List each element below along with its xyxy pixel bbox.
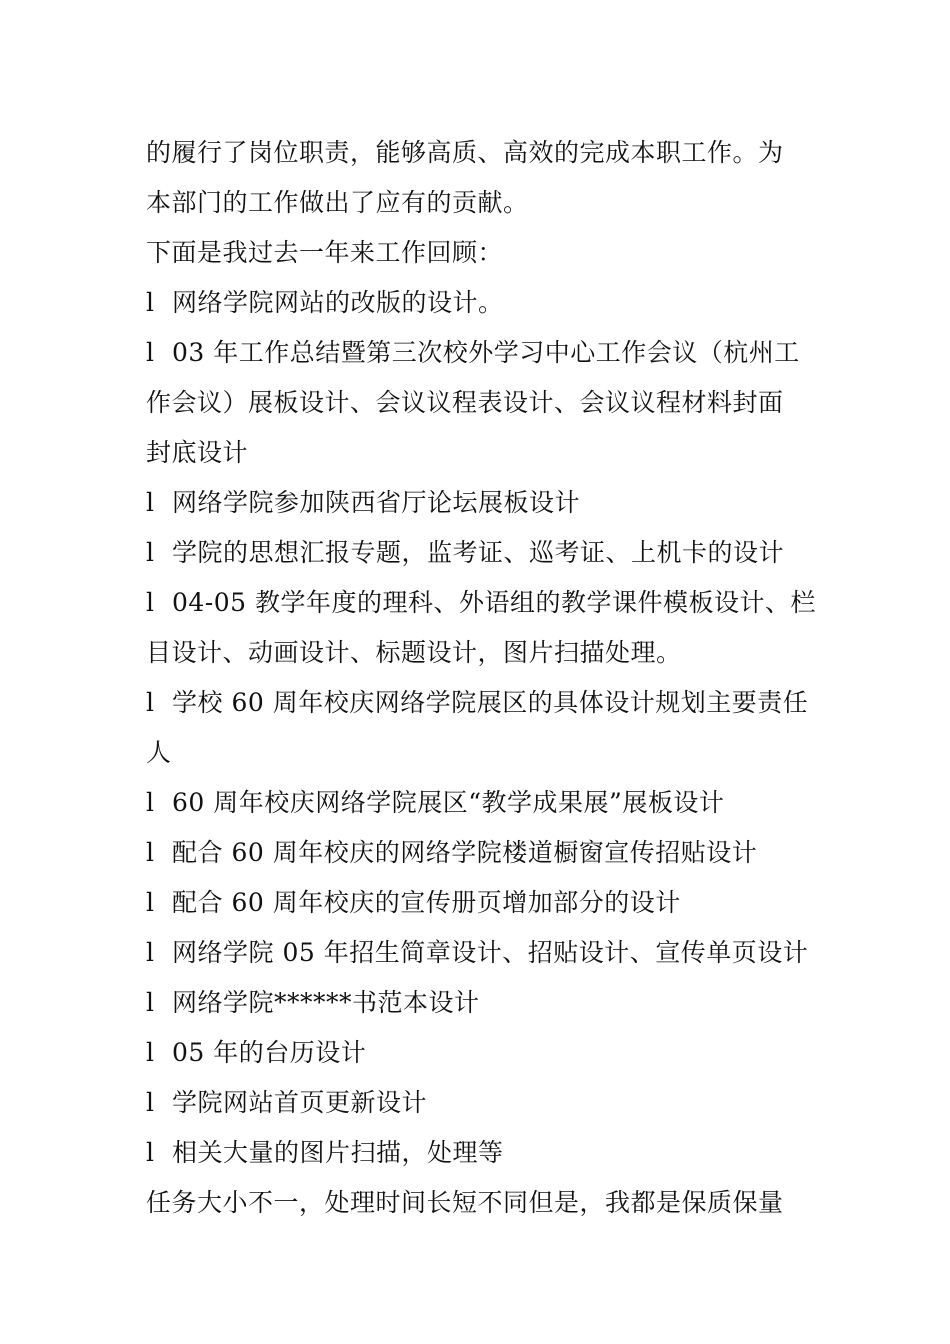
line-text: 相关大量的图片扫描，处理等 [172,1138,504,1167]
list-item [146,678,809,728]
list-item [146,528,806,578]
text-line [146,228,806,278]
line-text: 封底设计 [146,438,249,467]
list-item [146,578,817,628]
text-line [146,1178,806,1228]
line-text: 的履行了岗位职责，能够高质、高效的完成本职工作。为 [146,138,784,167]
document-body [146,128,817,1228]
list-item [146,1028,806,1078]
bullet-marker: l [146,1088,155,1117]
line-text: 网络学院 05 年招生简章设计、招贴设计、宣传单页设计 [172,938,809,967]
bullet-marker: l [146,538,155,567]
bullet-marker: l [146,338,155,367]
line-text: 本部门的工作做出了应有的贡献。 [146,188,529,217]
bullet-marker: l [146,1138,155,1167]
text-line [146,178,806,228]
line-text: 60 周年校庆网络学院展区“教学成果展”展板设计 [172,788,725,817]
list-item [146,828,806,878]
bullet-marker: l [146,688,155,717]
list-item [146,878,806,928]
list-item [146,778,806,828]
bullet-marker: l [146,1038,155,1067]
bullet-marker: l [146,888,155,917]
bullet-marker: l [146,788,155,817]
line-text: 配合 60 周年校庆的网络学院楼道橱窗宣传招贴设计 [172,838,758,867]
list-item [146,278,806,328]
bullet-marker: l [146,488,155,517]
bullet-marker: l [146,988,155,1017]
list-item [146,928,809,978]
text-line [146,128,806,178]
line-text: 网络学院******书范本设计 [172,988,480,1017]
line-text: 作会议）展板设计、会议议程表设计、会议议程材料封面 [146,388,784,417]
line-text: 目设计、动画设计、标题设计，图片扫描处理。 [146,638,682,667]
text-line [146,378,806,428]
text-line [146,628,806,678]
list-item [146,1128,806,1178]
list-item [146,978,806,1028]
line-text: 人 [146,738,172,767]
bullet-marker: l [146,838,155,867]
line-text: 05 年的台历设计 [172,1038,367,1067]
line-text: 网络学院参加陕西省厅论坛展板设计 [172,488,581,517]
list-item [146,328,806,378]
bullet-marker: l [146,588,155,617]
list-item [146,478,806,528]
line-text: 学院的思想汇报专题，监考证、巡考证、上机卡的设计 [172,538,785,567]
line-text: 网络学院网站的改版的设计。 [172,288,504,317]
text-line [146,728,806,778]
line-text: 任务大小不一，处理时间长短不同但是，我都是保质保量 [146,1188,784,1217]
line-text: 配合 60 周年校庆的宣传册页增加部分的设计 [172,888,681,917]
line-text: 学院网站首页更新设计 [172,1088,428,1117]
text-line [146,428,806,478]
list-item [146,1078,806,1128]
line-text: 03 年工作总结暨第三次校外学习中心工作会议（杭州工 [172,338,800,367]
line-text: 04-05 教学年度的理科、外语组的教学课件模板设计、栏 [172,588,817,617]
bullet-marker: l [146,288,155,317]
line-text: 学校 60 周年校庆网络学院展区的具体设计规划主要责任 [172,688,809,717]
bullet-marker: l [146,938,155,967]
line-text: 下面是我过去一年来工作回顾： [146,238,504,267]
